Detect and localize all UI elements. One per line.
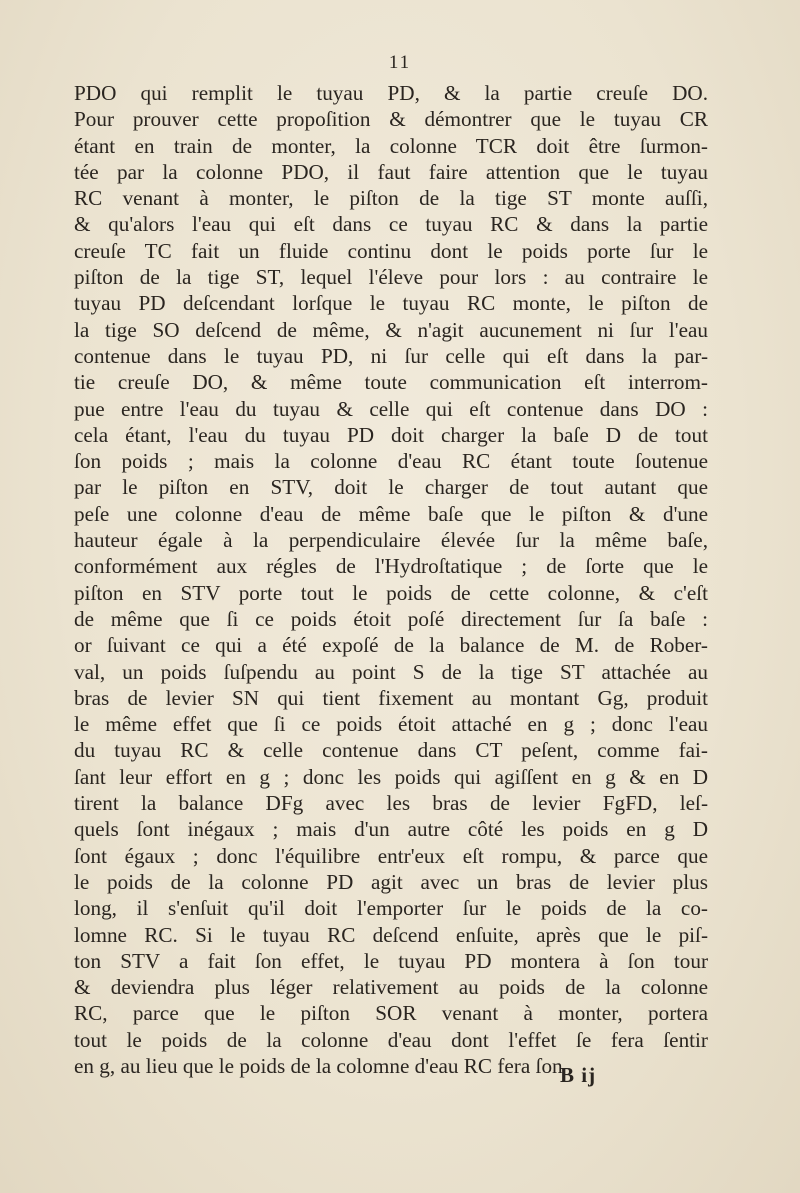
text-line: le même effet que ſi ce poids étoit attaché en g ; donc l'eau — [74, 712, 708, 737]
body-text — [74, 80, 708, 1079]
text-line: étant en train de monter, la colonne TCR doit être ſurmon- — [74, 133, 708, 158]
text-line: piſton en STV porte tout le poids de cette colonne, & c'eſt — [74, 580, 708, 605]
text-line: par le piſton en STV, doit le charger de tout autant que — [74, 475, 708, 500]
text-line: creuſe TC fait un fluide continu dont le poids porte ſur le — [74, 238, 708, 263]
text-line: de même que ſi ce poids étoit poſé directement ſur ſa baſe : — [74, 606, 708, 631]
text-line: PDO qui remplit le tuyau PD, & la partie creuſe DO. — [74, 81, 708, 105]
text-line: la tige SO deſcend de même, & n'agit aucunement ni ſur l'eau — [74, 317, 708, 342]
text-line: Pour prouver cette propoſition & démontrer que le tuyau CR — [74, 107, 708, 132]
text-line: ton STV a fait ſon effet, le tuyau PD montera à ſon tour — [74, 948, 708, 973]
text-line: en g, au lieu que le poids de la colomne d'eau RC fera ſon — [74, 1053, 563, 1078]
text-line: le poids de la colonne PD agit avec un bras de levier plus — [74, 869, 708, 894]
text-line: tie creuſe DO, & même toute communication eſt interrom- — [74, 370, 708, 395]
text-line: RC venant à monter, le piſton de la tige ST monte auſſi, — [74, 186, 708, 211]
text-line: & deviendra plus léger relativement au poids de la colonne — [74, 975, 708, 1000]
text-line: conformément aux régles de l'Hydroſtatique ; de ſorte que le — [74, 554, 708, 579]
text-line: RC, parce que le piſton SOR venant à monter, portera — [74, 1001, 708, 1026]
signature-mark: B ij — [560, 1063, 597, 1087]
text-line: hauteur égale à la perpendiculaire élevée ſur la même baſe, — [74, 528, 708, 553]
text-line: tée par la colonne PDO, il faut faire attention que le tuyau — [74, 159, 708, 184]
text-line: & qu'alors l'eau qui eſt dans ce tuyau RC & dans la partie — [74, 212, 708, 237]
text-line: long, il s'enſuit qu'il doit l'emporter ſur le poids de la co- — [74, 896, 708, 921]
text-line: contenue dans le tuyau PD, ni ſur celle qui eſt dans la par- — [74, 343, 708, 368]
text-line: quels ſont inégaux ; mais d'un autre côté les poids en g D — [74, 817, 708, 842]
text-line: ſant leur effort en g ; donc les poids qui agiſſent en g & en D — [74, 764, 708, 789]
text-line: peſe une colonne d'eau de même baſe que le piſton & d'une — [74, 501, 708, 526]
text-line: lomne RC. Si le tuyau RC deſcend enſuite, après que le piſ- — [74, 922, 708, 947]
text-line: tuyau PD deſcendant lorſque le tuyau RC monte, le piſton de — [74, 291, 708, 316]
text-line: tirent la balance DFg avec les bras de levier FgFD, leſ- — [74, 791, 708, 816]
text-line: du tuyau RC & celle contenue dans CT peſent, comme fai- — [74, 738, 708, 763]
text-line: tout le poids de la colonne d'eau dont l'effet ſe fera ſentir — [74, 1027, 708, 1052]
text-line: pue entre l'eau du tuyau & celle qui eſt contenue dans DO : — [74, 396, 708, 421]
text-line: cela étant, l'eau du tuyau PD doit charger la baſe D de tout — [74, 422, 708, 447]
text-line: ſon poids ; mais la colonne d'eau RC étant toute ſoutenue — [74, 449, 708, 474]
text-line: piſton de la tige ST, lequel l'éleve pour lors : au contraire le — [74, 265, 708, 290]
text-line: val, un poids ſuſpendu au point S de la tige ST attachée au — [74, 659, 708, 684]
page-number: 11 — [388, 52, 412, 73]
text-line: ſont égaux ; donc l'équilibre entr'eux eſt rompu, & parce que — [74, 843, 708, 868]
text-line: bras de levier SN qui tient fixement au montant Gg, produit — [74, 685, 708, 710]
text-line: or ſuivant ce qui a été expoſé de la balance de M. de Rober- — [74, 633, 708, 658]
